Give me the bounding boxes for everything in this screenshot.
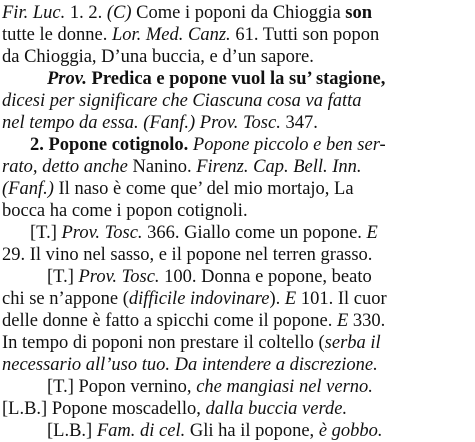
line-17: necessario all’uso tuo. Da intendere a discrezione.	[2, 355, 378, 375]
line-4: Prov. Predica e popone vuol la su’ stagione,	[47, 69, 386, 89]
line-19: [L.B.] Popone moscadello, dalla buccia verde.	[2, 399, 348, 419]
line-3: da Chioggia, D’una buccia, e d’un sapore.	[2, 47, 314, 67]
line-13: [T.] Prov. Tosc. 100. Donna e popone, beato	[47, 267, 372, 287]
line-2: tutte le donne. Lor. Med. Canz. 61. Tutti son popon	[2, 25, 380, 45]
line-1: Fir. Luc. 1. 2. (C) Come i poponi da Chioggia son	[2, 3, 373, 23]
line-14: chi se n’appone (difficile indovinare). E 101. Il cuor	[2, 289, 387, 309]
line-5: dicesi per significare che Ciascuna cosa va fatta	[2, 91, 362, 111]
line-10: bocca ha come i popon cotignoli.	[2, 201, 248, 221]
line-7: 2. Popone cotignolo. Popone piccolo e ben ser-	[30, 135, 386, 155]
line-16: In tempo di poponi non prestare il coltello (serba il	[2, 333, 381, 353]
line-20: [L.B.] Fam. di cel. Gli ha il popone, è gobbo.	[47, 421, 383, 441]
line-8: rato, detto anche Nanino. Firenz. Cap. Bell. Inn.	[2, 157, 362, 177]
line-11: [T.] Prov. Tosc. 366. Giallo come un popone. E	[30, 223, 378, 243]
line-18: [T.] Popon vernino, che mangiasi nel verno.	[47, 377, 373, 397]
line-6: nel tempo da essa. (Fanf.) Prov. Tosc. 347.	[2, 113, 318, 133]
line-12: 29. Il vino nel sasso, e il popone nel terren grasso.	[2, 245, 373, 265]
line-9: (Fanf.) Il naso è come que’ del mio mortajo, La	[2, 179, 354, 199]
line-15: delle donne è fatto a spicchi come il popone. E 330.	[2, 311, 386, 331]
